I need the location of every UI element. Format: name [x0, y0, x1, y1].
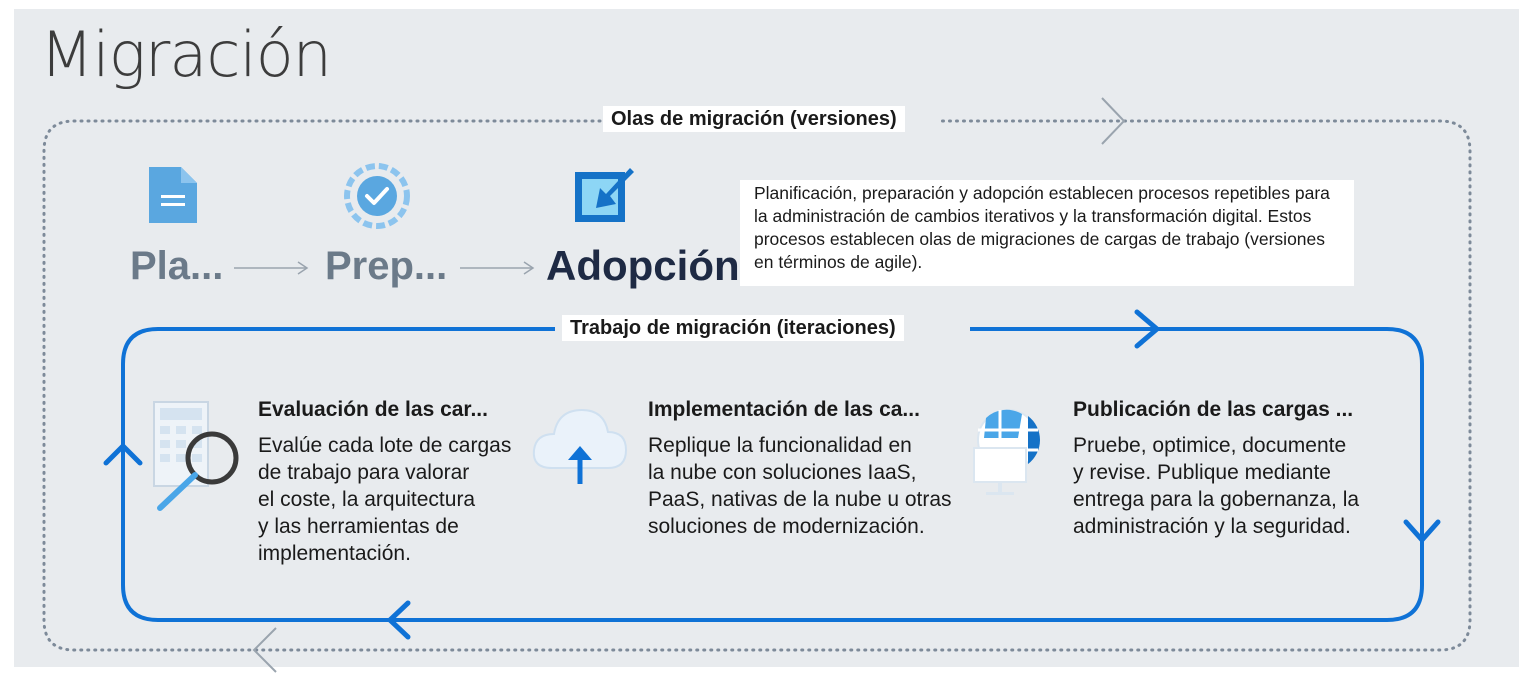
- step-release-text: Pruebe, optimice, documente y revise. Publique mediante entrega para la gobernanza, la administración y la seguridad.: [1073, 434, 1360, 538]
- step-deploy-text: Replique la funcionalidad en la nube con soluciones IaaS, PaaS, nativas de la nube u otras soluciones de modernización.: [648, 434, 952, 538]
- document-icon: [147, 165, 199, 225]
- description-box: Planificación, preparación y adopción establecen procesos repetibles para la administración de cambios iterativos y la transformación digital. Estos procesos establecen olas de migraciones de cargas de trabajo (versiones en términos de agile).: [740, 180, 1354, 286]
- work-label: Trabajo de migración (iteraciones): [562, 315, 904, 341]
- step-release-title: Publicación de las cargas ...: [1073, 398, 1354, 421]
- page-title: Migración: [40, 18, 331, 91]
- phase-prepare: Prep...: [325, 244, 448, 288]
- calculator-magnifier-icon: [150, 398, 246, 514]
- step-assess-text: Evalúe cada lote de cargas de trabajo para valorar el coste, la arquitectura y las herramientas de implementación.: [258, 434, 512, 565]
- gear-check-icon: [343, 162, 411, 230]
- phase-plan: Pla...: [130, 244, 224, 288]
- step-assess-title: Evaluación de las car...: [258, 398, 488, 421]
- globe-monitor-icon: [970, 408, 1060, 504]
- waves-label: Olas de migración (versiones): [603, 106, 905, 132]
- cloud-upload-icon: [530, 402, 630, 488]
- waves-arrow-right: [1102, 98, 1124, 144]
- phase-adopt: Adopción: [546, 242, 740, 289]
- adoption-icon: [572, 164, 638, 226]
- step-deploy-title: Implementación de las ca...: [648, 398, 920, 421]
